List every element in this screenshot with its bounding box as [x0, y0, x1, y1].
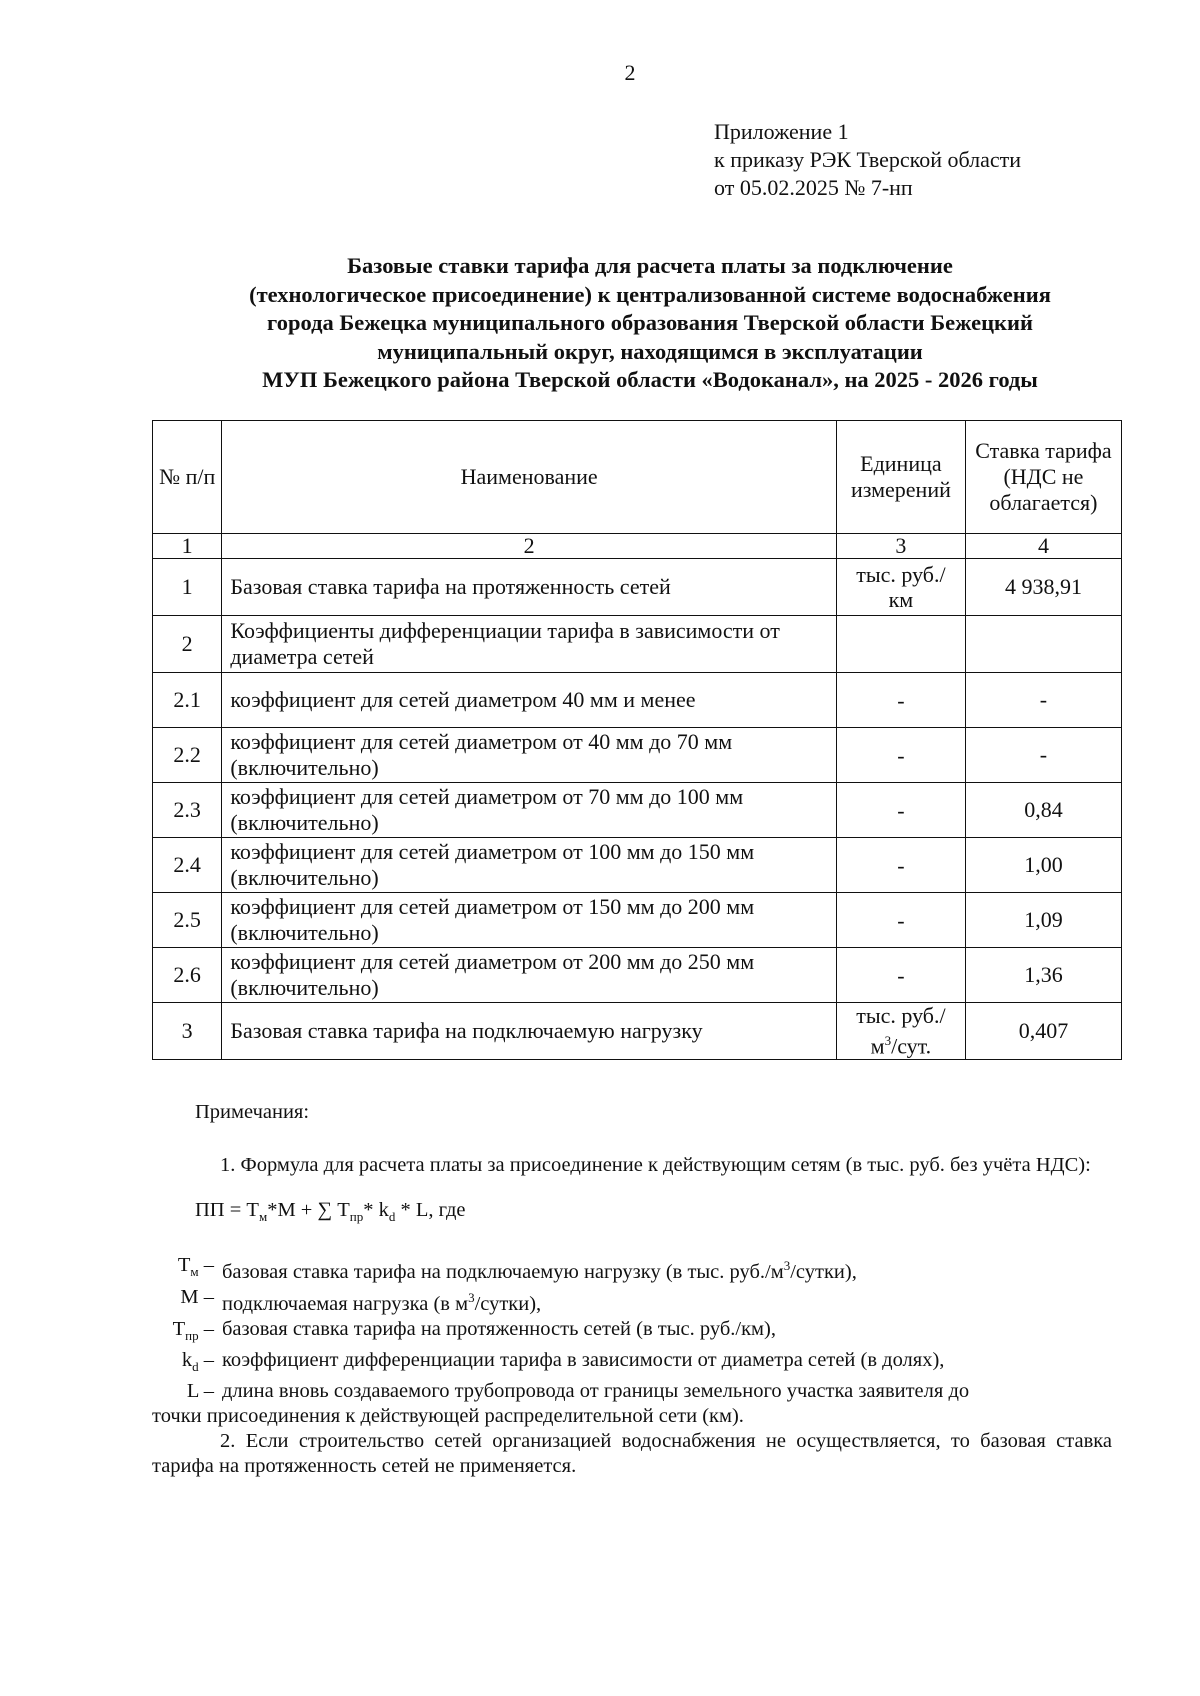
row-rate: 4 938,91 — [965, 559, 1121, 616]
title-line: (технологическое присоединение) к централизованной системе водоснабжения — [249, 281, 1051, 307]
table-row — [153, 616, 1122, 673]
document-title — [150, 252, 1150, 395]
appendix-line: к приказу РЭК Тверской области — [714, 147, 1022, 172]
table-row — [153, 559, 1122, 616]
row-rate: 1,00 — [965, 838, 1121, 893]
row-num: 2.1 — [153, 673, 222, 728]
row-unit: тыс. руб./ км — [836, 559, 965, 616]
title-line: города Бежецка муниципального образования Тверской области Бежецкий — [267, 310, 1033, 335]
row-name: коэффициент для сетей диаметром 40 мм и менее — [222, 673, 837, 728]
row-rate: - — [965, 673, 1121, 728]
symbol-letter: k — [181, 1348, 193, 1371]
row-rate — [965, 616, 1121, 673]
row-num: 2.5 — [153, 893, 222, 948]
table-row — [153, 838, 1122, 893]
symbol-subscript: м — [190, 1264, 199, 1280]
unit-part: м — [870, 1033, 885, 1059]
row-name: коэффициент для сетей диаметром от 200 мм до 250 мм (включительно) — [222, 948, 837, 1003]
unit-part: /сут. — [891, 1033, 932, 1059]
title-line: МУП Бежецкого района Тверской области «Водоканал», на 2025 - 2026 годы — [262, 367, 1038, 392]
definition-part: /сутки), — [474, 1292, 542, 1315]
symbol-subscript: пр — [185, 1327, 199, 1343]
header-num: № п/п — [153, 421, 222, 534]
row-num: 2.4 — [153, 838, 222, 893]
row-rate: 0,84 — [965, 783, 1121, 838]
formula — [152, 1198, 1112, 1229]
note-item-1: 1. Формула для расчета платы за присоединение к действующим сетям (в тыс. руб. без учёта НДС): — [220, 1154, 1091, 1176]
definition-continuation: точки присоединения к действующей распределительной сети (км). — [152, 1404, 744, 1427]
formula-part: * L, где — [395, 1199, 466, 1221]
row-name: Коэффициенты дифференциации тарифа в зависимости от диаметра сетей — [222, 616, 837, 673]
definition-part: базовая ставка тарифа на подключаемую нагрузку (в тыс. руб./м — [222, 1260, 784, 1283]
row-unit: - — [836, 783, 965, 838]
row-num: 2 — [153, 616, 222, 673]
page-number: 2 — [624, 60, 636, 85]
column-index: 1 — [153, 534, 222, 559]
definition-superscript: 3 — [468, 1289, 475, 1305]
row-unit: - — [836, 948, 965, 1003]
definition-row — [152, 1379, 1112, 1404]
table-row — [153, 893, 1122, 948]
row-rate: - — [965, 728, 1121, 783]
definition-part: коэффициент дифференциации тарифа в зависимости от диаметра сетей (в долях), — [222, 1348, 945, 1371]
column-index: 2 — [222, 534, 837, 559]
definitions — [152, 1253, 1112, 1429]
column-index-row — [153, 534, 1122, 559]
row-num: 2.6 — [153, 948, 222, 1003]
definition-text — [222, 1253, 1112, 1285]
symbol-dash: – — [198, 1348, 214, 1371]
row-unit — [836, 616, 965, 673]
row-name: коэффициент для сетей диаметром от 100 мм до 150 мм (включительно) — [222, 838, 837, 893]
definition-symbol — [152, 1348, 222, 1379]
table-row — [153, 948, 1122, 1003]
row-unit: - — [836, 893, 965, 948]
title-line: муниципальный округ, находящимся в эксплуатации — [377, 338, 923, 364]
unit-superscript: 3 — [884, 1033, 892, 1049]
formula-subscript: пр — [349, 1209, 364, 1225]
definition-symbol — [152, 1379, 222, 1404]
symbol-letter: М — [180, 1285, 199, 1308]
definition-part: базовая ставка тарифа на протяженность сетей (в тыс. руб./км), — [222, 1317, 776, 1340]
column-index: 4 — [965, 534, 1121, 559]
symbol-letter: L — [186, 1379, 199, 1402]
row-num: 2.2 — [153, 728, 222, 783]
symbol-dash: – — [198, 1254, 214, 1277]
row-rate: 1,09 — [965, 893, 1121, 948]
table-row — [153, 728, 1122, 783]
appendix-line: Приложение 1 — [714, 119, 849, 144]
symbol-dash: – — [198, 1317, 214, 1340]
symbol-letter: Т — [172, 1317, 186, 1340]
formula-subscript: d — [388, 1209, 396, 1225]
column-index: 3 — [836, 534, 965, 559]
definition-text — [222, 1348, 1112, 1373]
definition-symbol — [152, 1285, 222, 1316]
appendix-header — [714, 118, 1021, 202]
notes-heading: Примечания: — [195, 1101, 310, 1123]
header-unit: Единица измерений — [836, 421, 965, 534]
row-rate: 0,407 — [965, 1003, 1121, 1060]
formula-part: *М + ∑ Т — [267, 1199, 350, 1221]
row-unit — [836, 1003, 965, 1060]
definition-part: подключаемая нагрузка (в м — [222, 1292, 469, 1315]
definition-row — [152, 1348, 1112, 1379]
table-row — [153, 673, 1122, 728]
table-row — [153, 783, 1122, 838]
row-unit: - — [836, 673, 965, 728]
tariff-table — [152, 420, 1122, 1060]
formula-part: ПП = Т — [195, 1199, 259, 1221]
row-num: 2.3 — [153, 783, 222, 838]
unit-part: тыс. руб./ — [856, 1003, 946, 1029]
row-name: коэффициент для сетей диаметром от 150 мм до 200 мм (включительно) — [222, 893, 837, 948]
note-item-2: 2. Если строительство сетей организацией водоснабжения не осуществляется, то базовая ставка тарифа на протяженность сетей не применяется. — [152, 1429, 1112, 1477]
header-rate: Ставка тарифа (НДС не облагается) — [965, 421, 1121, 534]
symbol-subscript: d — [192, 1358, 199, 1374]
definition-text — [222, 1285, 1112, 1317]
definition-row — [152, 1285, 1112, 1317]
definition-part: длина вновь создаваемого трубопровода от границы земельного участка заявителя до — [222, 1379, 970, 1402]
formula-subscript: м — [258, 1209, 268, 1225]
row-num: 3 — [153, 1003, 222, 1060]
symbol-dash: – — [198, 1379, 214, 1402]
definition-symbol — [152, 1253, 222, 1284]
definition-text — [222, 1317, 1112, 1342]
appendix-line: от 05.02.2025 № 7-нп — [714, 175, 913, 200]
row-name: Базовая ставка тарифа на подключаемую нагрузку — [222, 1003, 837, 1060]
definition-superscript: 3 — [783, 1258, 791, 1274]
definition-symbol — [152, 1317, 222, 1348]
definition-row — [152, 1317, 1112, 1348]
row-rate: 1,36 — [965, 948, 1121, 1003]
row-name: коэффициент для сетей диаметром от 70 мм до 100 мм (включительно) — [222, 783, 837, 838]
definition-row — [152, 1253, 1112, 1285]
title-line: Базовые ставки тарифа для расчета платы за подключение — [347, 253, 953, 278]
table-header-row — [153, 421, 1122, 534]
row-name: Базовая ставка тарифа на протяженность сетей — [222, 559, 837, 616]
row-num: 1 — [153, 559, 222, 616]
header-name: Наименование — [222, 421, 837, 534]
symbol-dash: – — [198, 1285, 214, 1308]
row-unit: - — [836, 838, 965, 893]
table-row — [153, 1003, 1122, 1060]
notes-section — [152, 1100, 1112, 1479]
row-unit: - — [836, 728, 965, 783]
definition-part: /сутки), — [790, 1260, 857, 1283]
formula-part: * k — [363, 1199, 389, 1221]
row-name: коэффициент для сетей диаметром от 40 мм до 70 мм (включительно) — [222, 728, 837, 783]
symbol-letter: Т — [177, 1254, 191, 1277]
definition-text — [222, 1379, 1112, 1404]
